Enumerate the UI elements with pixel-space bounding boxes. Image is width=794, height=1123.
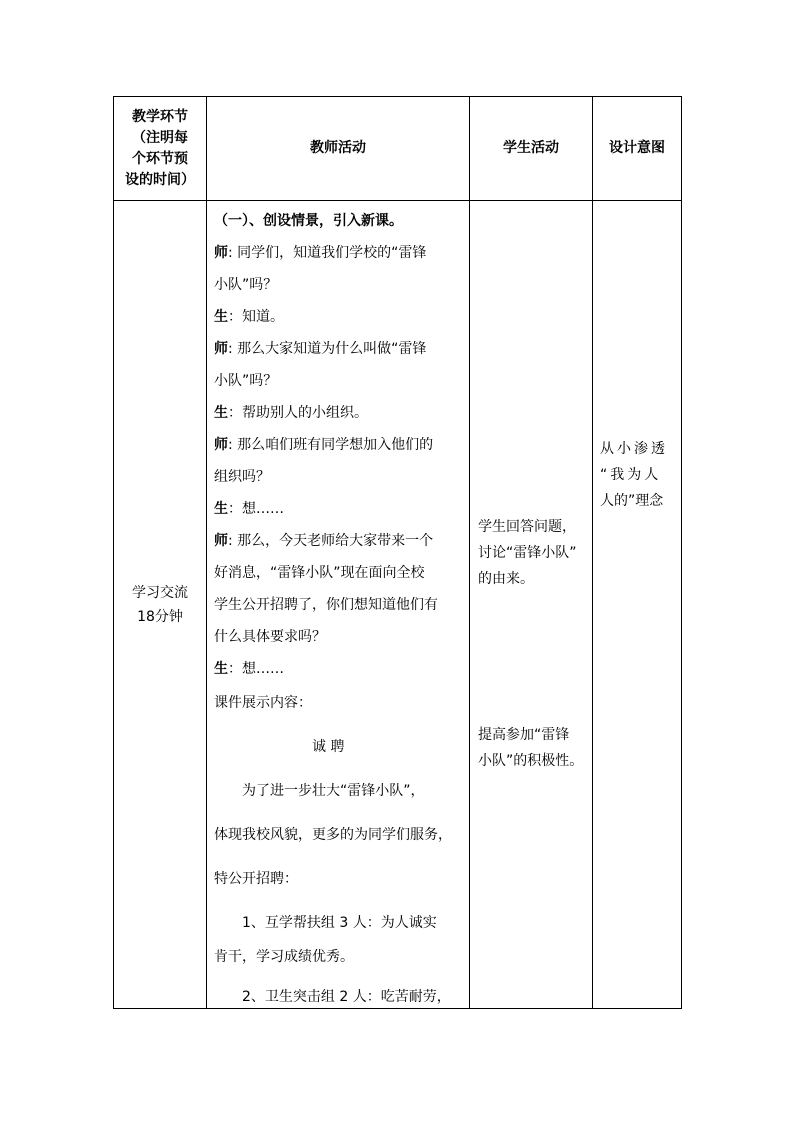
dialogue-line: 师: 那么咱们班有同学想加入他们的	[214, 437, 434, 453]
notice-line: 为了进一步壮大“雷锋小队”，	[242, 783, 425, 799]
notice-line: 2、卫生突击组 2 人：吃苦耐劳，	[242, 989, 451, 1005]
student-activity-cell	[470, 201, 593, 1009]
dialogue-line: 小队”吗？	[214, 277, 278, 293]
dialogue-line: 什么具体要求吗？	[214, 629, 326, 645]
intent-line: 从小渗透	[600, 441, 668, 457]
dialogue-line: 学生公开招聘了，你们想知道他们有	[214, 597, 438, 613]
header-teacher: 教师活动	[207, 97, 470, 201]
notice-line: 特公开招聘：	[214, 871, 298, 887]
dialogue-line: 小队”吗？	[214, 373, 278, 389]
stage-cell	[114, 201, 207, 1009]
notice-title: 诚 聘	[312, 739, 345, 755]
dialogue-line: 生：知道。	[214, 309, 284, 325]
content-row	[114, 201, 682, 1009]
teacher-activity-cell	[207, 201, 470, 1009]
student-line: 提高参加“雷锋	[478, 727, 570, 743]
student-line: 小队”的积极性。	[478, 753, 584, 769]
dialogue-line: 师: 同学们，知道我们学校的“雷锋	[214, 245, 427, 261]
dialogue-line: 生：想……	[214, 501, 284, 517]
stage-name: 学习交流	[132, 584, 188, 601]
dialogue-line: 好消息，“雷锋小队”现在面向全校	[214, 565, 425, 581]
intent-line: 人的”理念	[600, 493, 664, 509]
header-stage-line: 设的时间）	[125, 171, 195, 188]
courseware-label: 课件展示内容：	[214, 695, 312, 711]
header-stage-line: 教学环节	[132, 108, 188, 125]
dialogue-line: 师: 那么，今天老师给大家带来一个	[214, 533, 434, 549]
stage-time: 18分钟	[137, 608, 183, 625]
dialogue-line: 师: 那么大家知道为什么叫做“雷锋	[214, 341, 427, 357]
header-stage-line: （注明每	[132, 129, 188, 146]
intent-line: “我为人	[600, 467, 662, 483]
section-title: （一）、创设情景，引入新课。	[214, 213, 403, 229]
header-intent: 设计意图	[593, 97, 682, 201]
dialogue-line: 生：帮助别人的小组织。	[214, 405, 368, 421]
student-line: 讨论“雷锋小队”	[478, 545, 577, 561]
header-stage	[114, 97, 207, 201]
dialogue-line: 生：想……	[214, 661, 284, 677]
student-line: 的由来。	[478, 571, 534, 587]
notice-line: 1、互学帮扶组 3 人：为人诚实	[242, 915, 437, 931]
header-row	[114, 97, 682, 201]
notice-line: 体现我校风貌，更多的为同学们服务，	[214, 827, 452, 843]
lesson-plan-table	[113, 96, 682, 1009]
dialogue-line: 组织吗？	[214, 469, 270, 485]
header-student: 学生活动	[470, 97, 593, 201]
student-line: 学生回答问题，	[478, 519, 576, 535]
header-stage-line: 个环节预	[132, 150, 188, 167]
design-intent-cell	[593, 201, 682, 1009]
notice-line: 肯干，学习成绩优秀。	[214, 949, 354, 965]
